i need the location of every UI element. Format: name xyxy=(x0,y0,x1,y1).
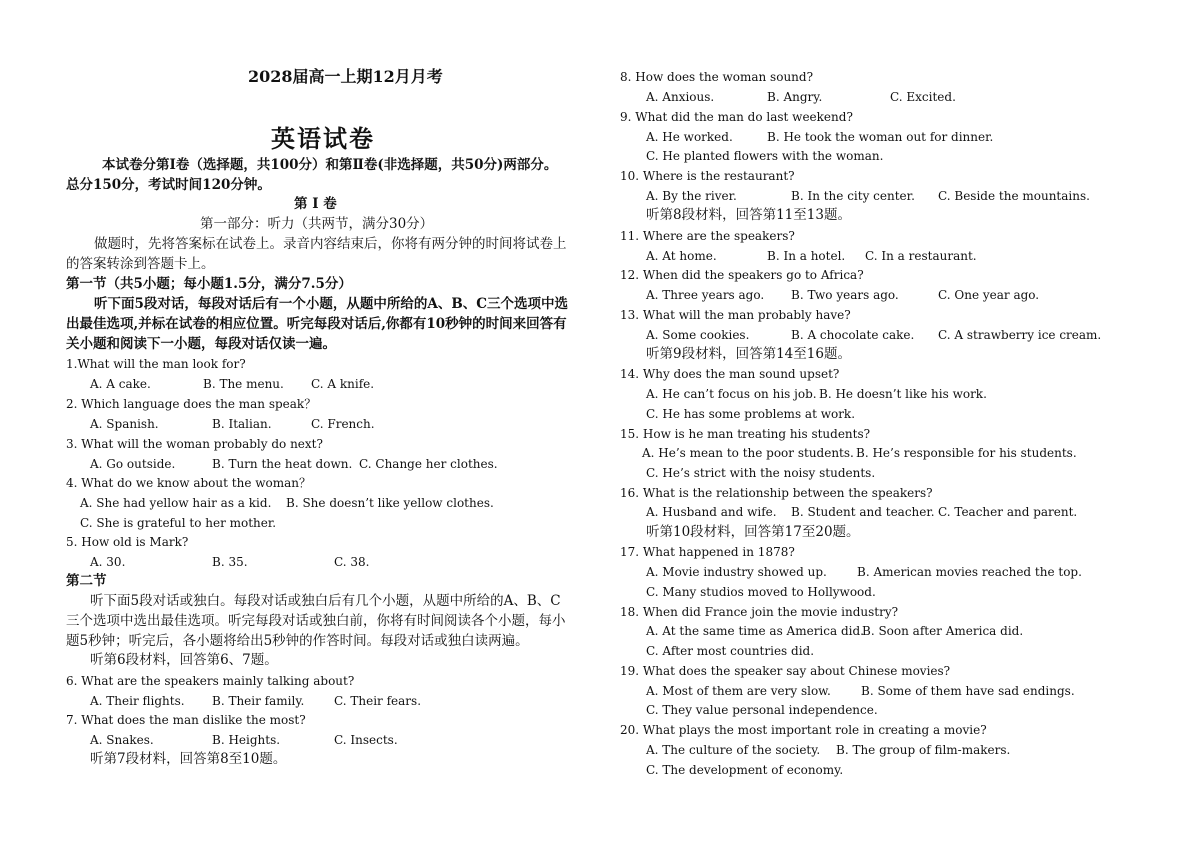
option-a: A. Three years ago. xyxy=(646,288,765,302)
question-16-stem: 16. What is the relationship between the speakers? xyxy=(620,486,933,500)
material-7-note: 听第7段材料，回答第8至10题。 xyxy=(90,751,287,767)
question-11-stem: 11. Where are the speakers? xyxy=(620,229,795,243)
question-10-stem: 10. Where is the restaurant? xyxy=(620,169,795,183)
option-a: A. He can’t focus on his job. xyxy=(646,387,817,401)
section1-instruction-1: 听下面5段对话，每段对话后有一个小题，从题中所给的A、B、C三个选项中选 xyxy=(94,296,569,312)
option-b: B. Two years ago. xyxy=(791,288,899,302)
option-b: B. In the city center. xyxy=(791,189,915,203)
question-5-stem: 5. How old is Mark? xyxy=(66,535,189,549)
option-b: B. Italian. xyxy=(212,417,272,431)
option-c: C. A knife. xyxy=(311,377,375,391)
option-a: A. The culture of the society. xyxy=(646,743,821,757)
question-13-stem: 13. What will the man probably have? xyxy=(620,308,851,322)
option-c: C. Beside the mountains. xyxy=(938,189,1090,203)
question-12-stem: 12. When did the speakers go to Africa? xyxy=(620,268,864,282)
option-b: B. The menu. xyxy=(203,377,284,391)
question-19-stem: 19. What does the speaker say about Chinese movies? xyxy=(620,664,951,678)
question-18-stem: 18. When did France join the movie industry? xyxy=(620,605,899,619)
question-14-stem: 14. Why does the man sound upset? xyxy=(620,367,840,381)
intro-line-1: 本试卷分第Ⅰ卷（选择题，共100分）和第Ⅱ卷(非选择题，共50分)两部分。 xyxy=(102,157,558,173)
option-a: A. Some cookies. xyxy=(646,328,750,342)
material-6-note: 听第6段材料，回答第6、7题。 xyxy=(90,652,278,668)
question-17-option-c: C. Many studios moved to Hollywood. xyxy=(646,585,876,599)
option-b: B. The group of film-makers. xyxy=(836,743,1011,757)
section2-instruction-1: 听下面5段对话或独白。每段对话或独白后有几个小题，从题中所给的A、B、C xyxy=(90,593,561,609)
intro-line-2: 总分150分，考试时间120分钟。 xyxy=(66,177,271,193)
option-c: C. 38. xyxy=(334,555,370,569)
option-b: B. Heights. xyxy=(212,733,281,747)
option-b: B. Soon after America did. xyxy=(862,624,1024,638)
section2-title: 第二节 xyxy=(66,573,107,589)
question-20-stem: 20. What plays the most important role in creating a movie? xyxy=(620,723,987,737)
option-b: B. Some of them have sad endings. xyxy=(861,684,1075,698)
option-b: B. Angry. xyxy=(767,90,823,104)
option-c: C. One year ago. xyxy=(938,288,1040,302)
section1-instruction-3: 关小题和阅读下一小题，每段对话仅读一遍。 xyxy=(66,336,336,352)
option-b: B. In a hotel. xyxy=(767,249,846,263)
question-19-option-c: C. They value personal independence. xyxy=(646,703,878,717)
part1-instruction-1: 做题时，先将答案标在试卷上。录音内容结束后，你将有两分钟的时间将试卷上 xyxy=(94,236,567,252)
option-c: C. In a restaurant. xyxy=(865,249,977,263)
question-3-stem: 3. What will the woman probably do next? xyxy=(66,437,323,451)
section2-instruction-2: 三个选项中选出最佳选项。听完每段对话或独白前，你将有时间阅读各个小题，每小 xyxy=(66,613,566,629)
option-b: B. Student and teacher. xyxy=(791,505,935,519)
option-a: A. A cake. xyxy=(90,377,151,391)
option-a: A. At home. xyxy=(646,249,717,263)
exam-title: 2028届高一上期12月月考 xyxy=(248,67,443,86)
question-2-stem: 2. Which language does the man speak？ xyxy=(66,397,317,411)
option-a: A. 30. xyxy=(90,555,126,569)
option-b: B. He’s responsible for his students. xyxy=(856,446,1077,460)
material-9-note: 听第9段材料，回答第14至16题。 xyxy=(646,346,851,362)
section1-instruction-2: 出最佳选项,并标在试卷的相应位置。听完每段对话后,你都有10秒钟的时间来回答有 xyxy=(66,316,567,332)
option-c: C. Excited. xyxy=(890,90,956,104)
option-a: A. Anxious. xyxy=(646,90,715,104)
option-a: A. Movie industry showed up. xyxy=(646,565,827,579)
option-c: C. Teacher and parent. xyxy=(938,505,1078,519)
option-b: B. 35. xyxy=(212,555,248,569)
question-4-stem: 4. What do we know about the woman？ xyxy=(66,476,311,490)
question-15-stem: 15. How is he man treating his students? xyxy=(620,427,871,441)
part1-instruction-2: 的答案转涂到答题卡上。 xyxy=(66,256,215,272)
option-b: B. Turn the heat down. xyxy=(212,457,353,471)
option-a: A. He worked. xyxy=(646,130,733,144)
material-10-note: 听第10段材料，回答第17至20题。 xyxy=(646,524,860,540)
option-c: C. Insects. xyxy=(334,733,398,747)
section1-title: 第一节（共5小题；每小题1.5分，满分7.5分） xyxy=(66,276,352,292)
option-c: C. A strawberry ice cream. xyxy=(938,328,1102,342)
question-14-option-c: C. He has some problems at work. xyxy=(646,407,856,421)
question-9-stem: 9. What did the man do last weekend? xyxy=(620,110,853,124)
question-7-stem: 7. What does the man dislike the most? xyxy=(66,713,306,727)
option-b: B. A chocolate cake. xyxy=(791,328,915,342)
option-a: A. Their flights. xyxy=(90,694,185,708)
question-6-stem: 6. What are the speakers mainly talking about? xyxy=(66,674,355,688)
option-a: A. Go outside. xyxy=(90,457,176,471)
option-a: A. She had yellow hair as a kid. xyxy=(80,496,272,510)
option-a: A. Most of them are very slow. xyxy=(646,684,831,698)
question-4-option-c: C. She is grateful to her mother. xyxy=(80,516,277,530)
option-a: A. Spanish. xyxy=(90,417,159,431)
option-c: C. Change her clothes. xyxy=(359,457,498,471)
section2-instruction-3: 题5秒钟；听完后，各小题将给出5秒钟的作答时间。每段对话或独白读两遍。 xyxy=(66,633,529,649)
option-b: B. American movies reached the top. xyxy=(857,565,1082,579)
option-b: B. Their family. xyxy=(212,694,305,708)
option-a: A. At the same time as America did. xyxy=(646,624,864,638)
question-15-option-c: C. He’s strict with the noisy students. xyxy=(646,466,876,480)
question-17-stem: 17. What happened in 1878? xyxy=(620,545,795,559)
option-b: B. He doesn’t like his work. xyxy=(819,387,987,401)
question-18-option-c: C. After most countries did. xyxy=(646,644,815,658)
option-b: B. She doesn’t like yellow clothes. xyxy=(286,496,494,510)
material-8-note: 听第8段材料，回答第11至13题。 xyxy=(646,207,851,223)
question-9-option-c: C. He planted flowers with the woman. xyxy=(646,149,884,163)
option-b: B. He took the woman out for dinner. xyxy=(767,130,994,144)
part1-title: 第一部分：听力（共两节，满分30分） xyxy=(200,216,434,232)
question-8-stem: 8. How does the woman sound? xyxy=(620,70,814,84)
option-a: A. He’s mean to the poor students. xyxy=(642,446,854,460)
question-1-stem: 1.What will the man look for? xyxy=(66,357,246,371)
option-a: A. Snakes. xyxy=(90,733,154,747)
option-c: C. French. xyxy=(311,417,375,431)
question-20-option-c: C. The development of economy. xyxy=(646,763,844,777)
option-c: C. Their fears. xyxy=(334,694,422,708)
volume-title: 第 Ⅰ 卷 xyxy=(294,196,337,212)
subject-title: 英语试卷 xyxy=(271,124,375,153)
option-a: A. Husband and wife. xyxy=(646,505,777,519)
option-a: A. By the river. xyxy=(646,189,737,203)
